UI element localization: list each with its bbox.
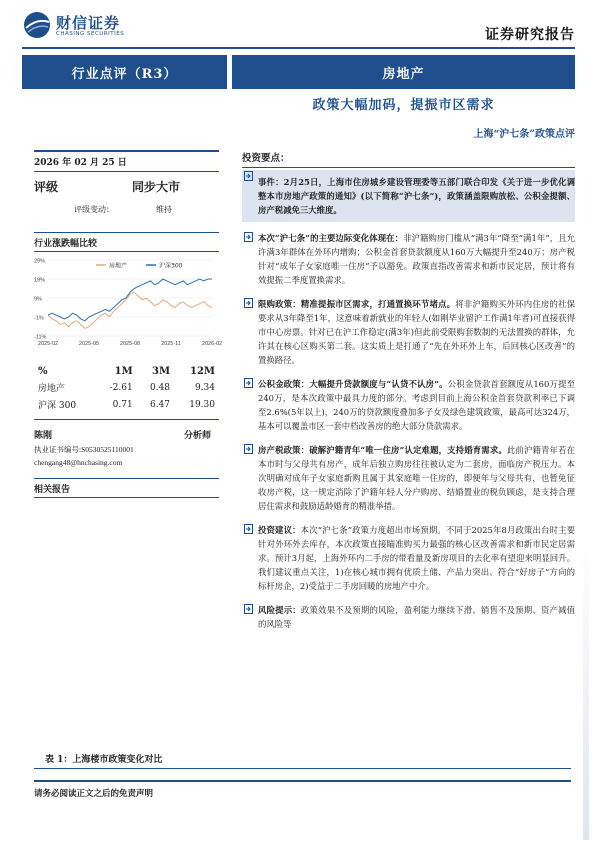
table-caption: 表 1：上海楼市政策变化对比 <box>45 755 163 765</box>
highlight-heading: 公积金政策：大幅提升贷款额度与“认贷不认房”。 <box>258 379 448 389</box>
divider <box>34 780 571 782</box>
highlight-heading: 风险提示： <box>258 605 301 615</box>
related-reports-title: 相关报告 <box>34 485 71 495</box>
x-tick-label: 2025-02 <box>37 341 59 347</box>
analyst-certificate: 执业证书编号:S0530525110001 <box>34 445 134 454</box>
highlight-body: 本次“沪七条”政策力度超出市场预期。不同于2025年8月政策出台时主要针对外环外去库存，本次政策直接瞄准购买力最强的核心区改善需求和新市民定居需求。预计3月起，上海外环内二手房的带看量及新房项目的去化率有望迎来明显回升。我们建议重点关注，1)在核心城市拥有优质土储、产品力突出、符合“好房子”方向的标杆房企，2)受益于二手房回暖的房地产中介。 <box>258 525 576 591</box>
table-cell: 0.48 <box>149 382 171 393</box>
highlight-heading: 事件： <box>258 177 284 187</box>
analyst-role: 分析师 <box>183 431 211 441</box>
report-subheadline: 上海“沪七条”政策点评 <box>473 129 575 140</box>
highlight-item <box>242 377 575 433</box>
x-tick-label: 2025-05 <box>78 341 100 347</box>
highlight-body: 公积金贷款首套额度从160万提至240万，是本次政策中最具力度的部分。考虑到目前上海公积金首套贷款利率已下调至2.6%(5年以上)，240万的贷款额度叠加多子女及绿色建筑政策，最高可达324万，基本可以覆盖市区一套中档改善房的绝大部分贷款需求。 <box>258 379 576 431</box>
rating-value: 同步大市 <box>132 180 181 194</box>
table-cell: 6.47 <box>149 399 171 410</box>
y-tick-label: 9% <box>34 296 42 303</box>
arrow-bullet-icon <box>244 604 253 614</box>
table-row <box>34 379 219 396</box>
rating-row <box>34 176 219 196</box>
arrow-bullet-icon <box>244 232 253 242</box>
y-tick-label: -1% <box>34 315 44 322</box>
left-sidebar <box>34 150 223 498</box>
divider <box>34 497 219 498</box>
divider <box>34 768 571 769</box>
decorative-side-bar <box>583 540 589 840</box>
table-header: 1M <box>114 366 133 377</box>
arrow-bullet-icon <box>244 171 253 181</box>
rating-label: 评级 <box>34 180 59 194</box>
performance-chart <box>34 252 223 362</box>
sector-banner: 房地产 <box>232 55 575 89</box>
rating-change-value: 维持 <box>156 205 172 214</box>
rating-change-label: 评级变动： <box>74 205 114 214</box>
analyst-email: chengang48@hnchasing.com <box>34 458 123 467</box>
highlight-heading: 本次“沪七条”的主要边际变化体现在： <box>258 233 404 243</box>
highlight-body: 2月25日，上海市住房城乡建设管理委等五部门联合印发《关于进一步优化调整本市房地产政策的通知》(以下简称“沪七条”)，政策涵盖限购放松、公积金提额、房产税减免三大维度。 <box>258 177 576 215</box>
legend-label: 沪深300 <box>159 262 183 270</box>
y-tick-label: 19% <box>34 277 46 284</box>
table-cell: 沪深 300 <box>38 401 77 411</box>
y-tick-label: 29% <box>34 258 46 265</box>
rating-change-row <box>34 202 219 218</box>
arrow-bullet-icon <box>244 298 253 308</box>
highlight-heading: 限购政策：精准提振市区需求，打通置换环节堵点。 <box>258 299 456 309</box>
report-type: 证券研究报告 <box>485 27 575 43</box>
highlight-item <box>242 603 575 631</box>
table-header: 12M <box>190 366 215 377</box>
highlight-heading: 房产税政策：破解沪籍青年“唯一住房”认定难题，支持婚育需求。 <box>258 445 507 455</box>
chart-title: 行业涨跌幅比较 <box>34 239 98 249</box>
highlight-body: 政策效果不及预期的风险，盈利能力继续下滑、销售不及预期、资产减值的风险等 <box>258 605 576 629</box>
report-headline: 政策大幅加码，提振市区需求 <box>312 98 495 113</box>
highlight-item <box>242 443 575 513</box>
highlight-body: 将非沪籍购买外环内住房的社保要求从3年降至1年，这意味着新就业的年轻人(如刚毕业留沪工作满1年者)可直接获得市中心房票。针对已在沪工作稳定(满3年)但此前受限购套数制约无法置换的群体，允许其在核心区购买第二套。这实质上是打通了“先在外环外上车，后回核心区改善”的置换路径。 <box>258 299 576 365</box>
table-cell: 19.30 <box>189 399 215 410</box>
table-header: % <box>38 366 48 377</box>
highlight-body: 非沪籍购房门槛从“满3年”降至“满1年”，且允许满3年群体在外环内增购；公积金首套贷款额度从160万大幅提升至240万；房产税针对“成年子女家庭唯一住房”予以豁免。政策直指改善需求和新市民定居，预计将有效提振二季度置换需求。 <box>258 233 575 285</box>
table-header: 3M <box>151 366 171 377</box>
x-tick-label: 2026-02 <box>201 341 223 347</box>
header-divider <box>22 47 575 49</box>
logo-subtext: CHASING SECURITIES <box>56 31 125 37</box>
highlights-title: 投资要点： <box>242 153 290 164</box>
highlight-item <box>242 297 575 367</box>
y-tick-label: -11% <box>34 334 47 341</box>
arrow-bullet-icon <box>244 378 253 388</box>
highlight-item <box>242 523 575 593</box>
divider <box>34 150 219 152</box>
table-cell: 房地产 <box>38 384 66 394</box>
series-line <box>48 292 212 328</box>
arrow-bullet-icon <box>244 524 253 534</box>
logo-text: 财信证券 <box>56 14 121 32</box>
highlight-item <box>242 231 575 287</box>
analyst-row <box>34 426 219 442</box>
investment-highlights <box>242 150 575 631</box>
divider <box>34 232 219 233</box>
table-header-row <box>34 364 219 379</box>
performance-chart-svg <box>34 252 223 362</box>
logo-globe-icon <box>22 10 52 40</box>
x-tick-label: 2025-08 <box>119 341 141 347</box>
table-cell: -2.61 <box>109 382 133 393</box>
performance-table <box>34 364 219 413</box>
divider <box>242 167 575 168</box>
divider <box>34 419 219 420</box>
report-date: 2026 年 02 月 25 日 <box>34 158 127 168</box>
highlight-body: 此前沪籍青年若在本市时与父母共有房产，成年后独立购房往往被认定为二套房，面临房产税压力。本次明确对成年子女家庭新购且属于其家庭唯一住房的，即便年与父母共有，也暂免征收房产税，这一规定消除了沪籍年轻人分户购房、结婚置业的税负顾虑，是支持合理居住需求和鼓励适龄婚育的精准举措。 <box>258 445 575 511</box>
highlight-heading: 投资建议： <box>258 525 301 535</box>
divider <box>34 171 219 172</box>
arrow-bullet-icon <box>244 444 253 454</box>
x-tick-label: 2025-11 <box>161 341 181 347</box>
category-banner: 行业点评（R3） <box>22 55 227 89</box>
disclaimer-note: 请务必阅读正文之后的免责声明 <box>34 789 154 799</box>
table-row <box>34 396 219 413</box>
highlight-item <box>242 170 575 222</box>
table-cell: 0.71 <box>112 399 133 410</box>
divider <box>34 478 219 479</box>
table-cell: 9.34 <box>194 382 215 393</box>
company-logo <box>22 10 132 40</box>
analyst-name: 陈刚 <box>34 431 53 441</box>
legend-label: 房地产 <box>109 262 128 270</box>
series-line <box>48 279 212 321</box>
